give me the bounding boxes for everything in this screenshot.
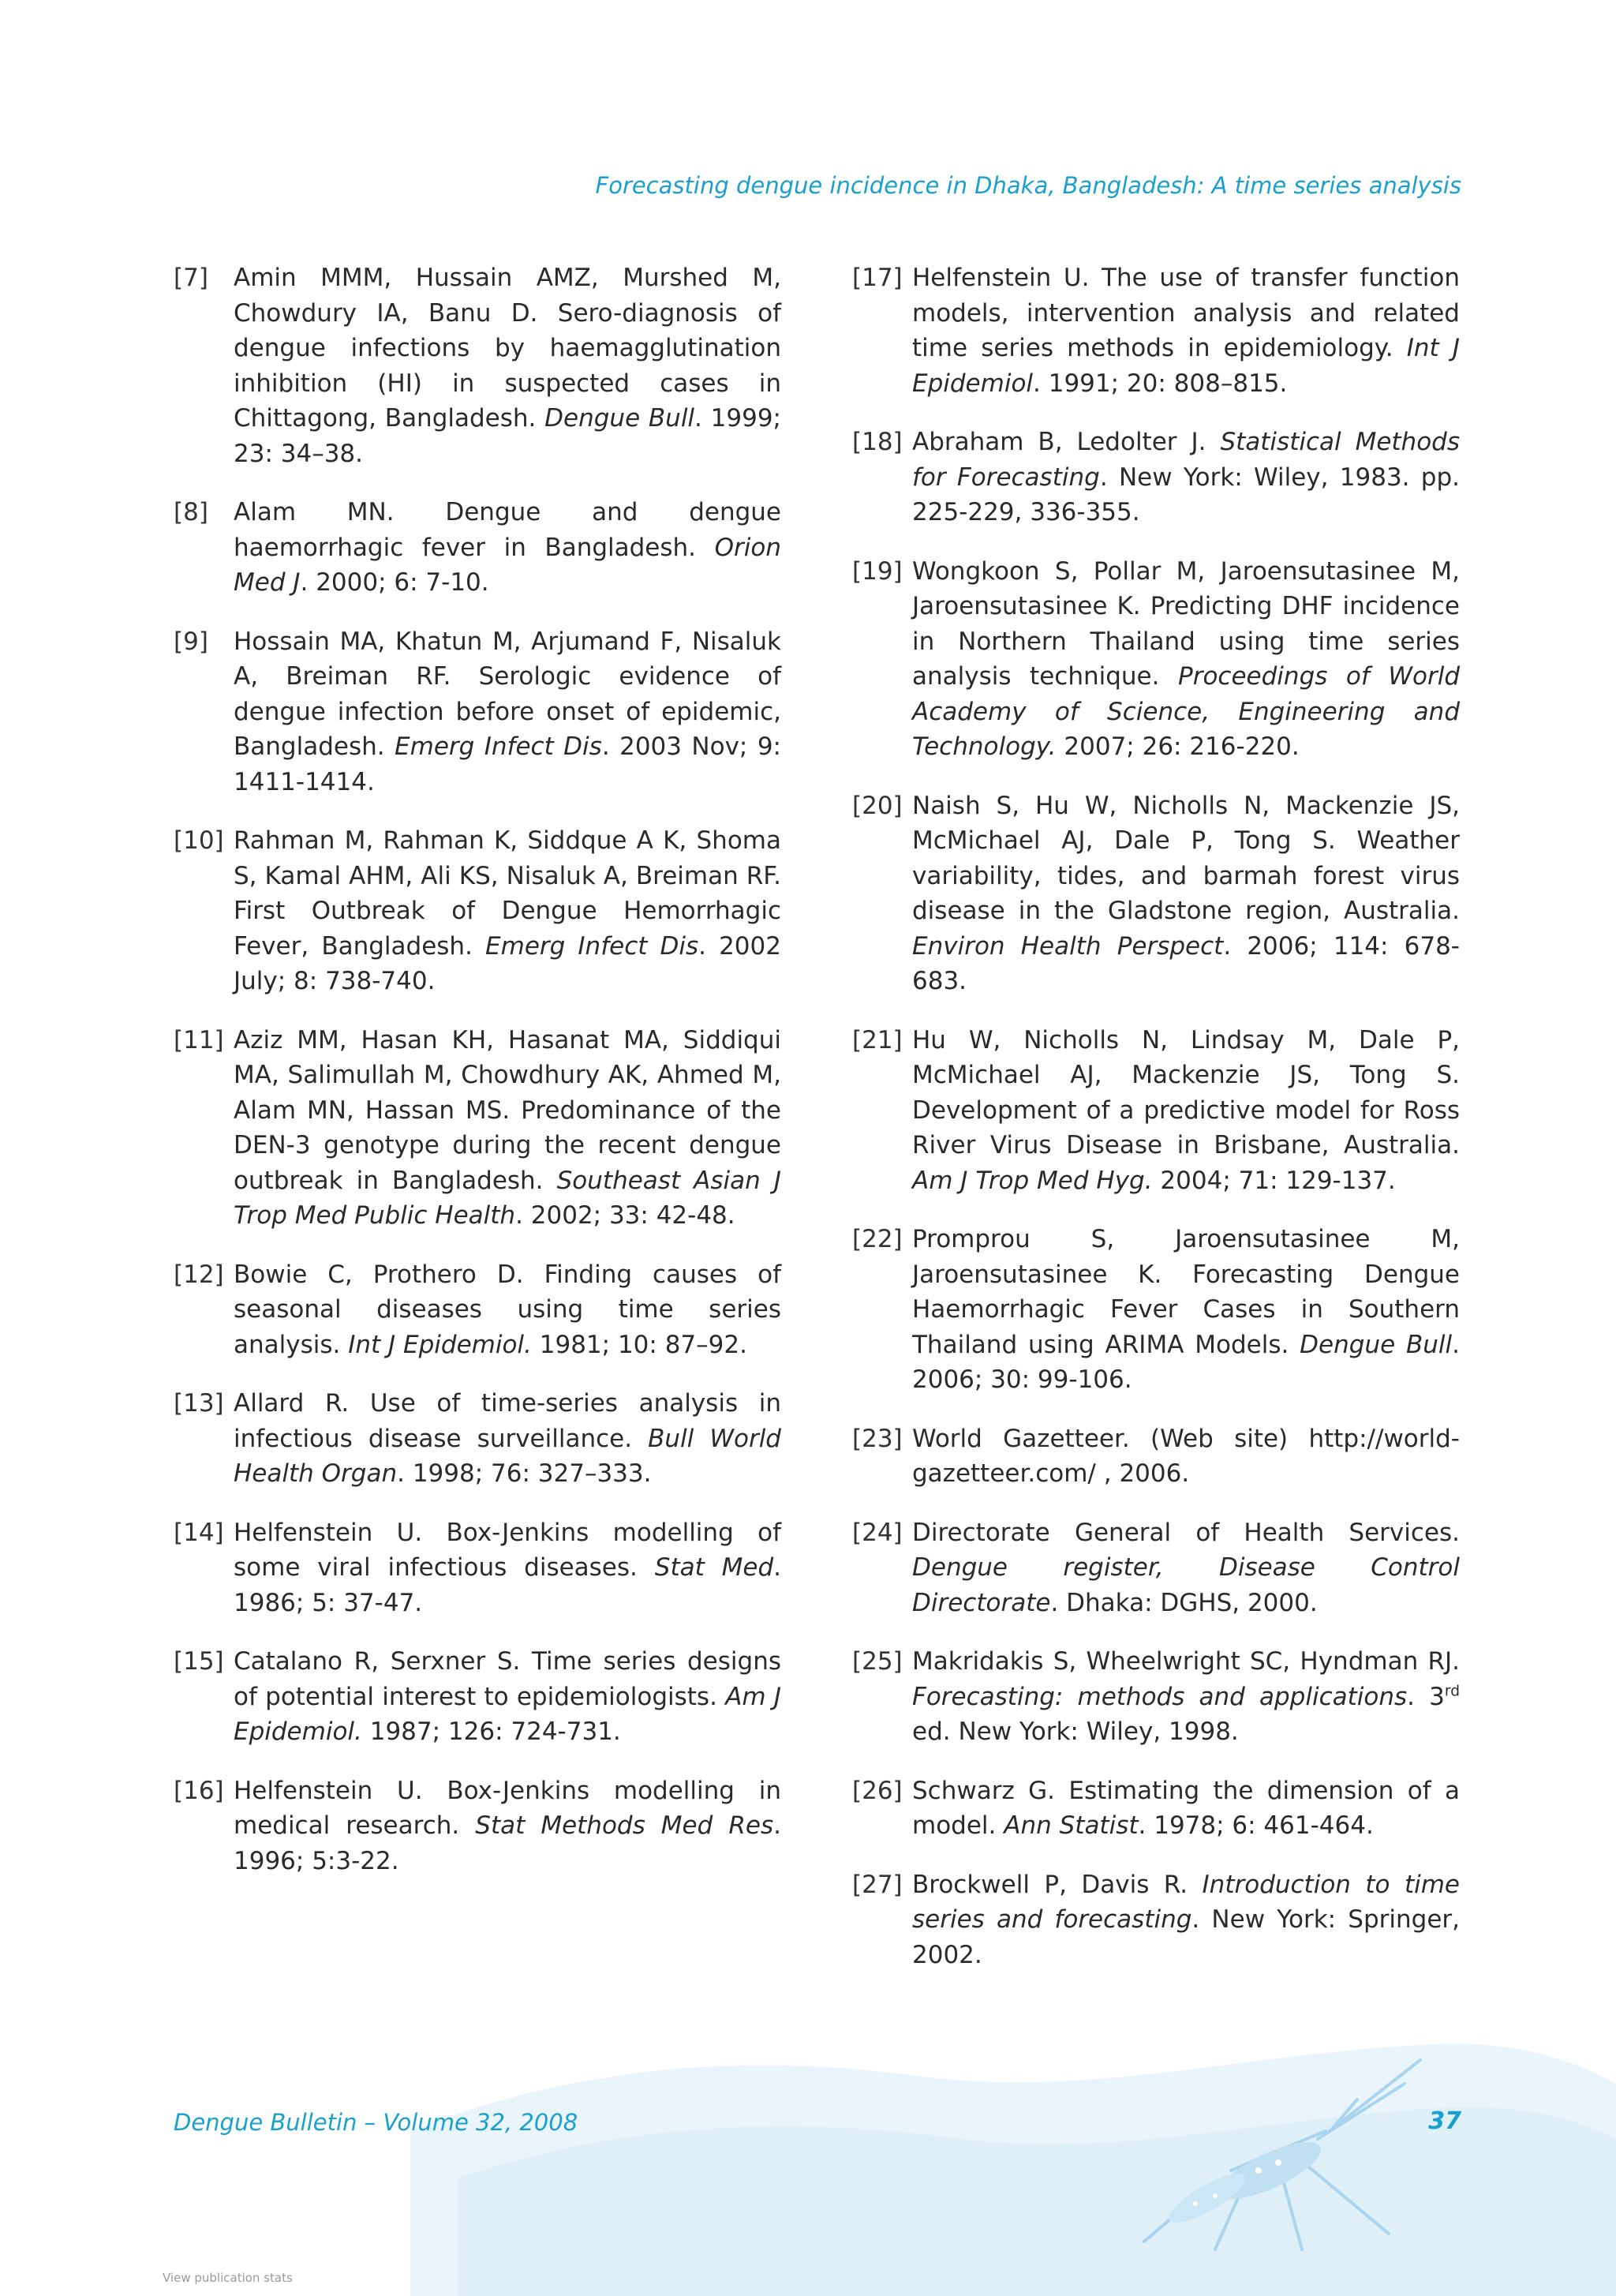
reference-text: Amin MMM, Hussain AMZ, Murshed M, Chowdury IA, Banu D. Sero-diagnosis of dengue infections by haemagglutination inhibition (HI) in suspected cases in Chittagong, Bangladesh.	[234, 264, 781, 433]
reference-text: Brockwell P, Davis R.	[912, 1870, 1203, 1899]
reference-body	[912, 260, 1460, 401]
reference-item	[174, 1257, 781, 1363]
reference-item	[174, 1515, 781, 1621]
reference-text: 2004; 71: 129-137.	[1152, 1166, 1396, 1195]
reference-journal: Emerg Infect Dis	[485, 931, 699, 961]
reference-number: [8]	[174, 498, 208, 526]
journal-footer: Dengue Bulletin – Volume 32, 2008	[174, 2109, 578, 2136]
reference-number: [14]	[174, 1518, 224, 1547]
reference-item	[174, 823, 781, 999]
mosquito-icon	[1120, 2052, 1452, 2265]
reference-number: [13]	[174, 1389, 224, 1418]
reference-number: [27]	[852, 1870, 903, 1899]
reference-text: Directorate General of Health Services.	[912, 1518, 1460, 1547]
reference-text: Catalano R, Serxner S. Time series designs of potential interest to epidemiologists.	[234, 1647, 781, 1711]
reference-text: . 2003 Nov; 9: 1411-1414.	[234, 732, 781, 796]
reference-number: [24]	[852, 1518, 903, 1547]
reference-text: . 1986; 5: 37-47.	[234, 1553, 781, 1617]
reference-number: [23]	[852, 1424, 903, 1453]
reference-text: Allard R. Use of time-series analysis in infectious disease surveillance.	[234, 1389, 781, 1453]
reference-item	[852, 1867, 1460, 1973]
reference-text: . New York: Springer, 2002.	[912, 1905, 1460, 1969]
reference-journal: Southeast Asian J Trop Med Public Health	[234, 1166, 781, 1230]
reference-journal: Am J Epidemiol.	[234, 1682, 781, 1746]
reference-item	[174, 1644, 781, 1750]
references-left-column	[174, 260, 781, 1902]
reference-text: . 1996; 5:3-22.	[234, 1811, 781, 1875]
reference-number: [11]	[174, 1025, 224, 1054]
reference-text: . 2006; 30: 99-106.	[912, 1330, 1461, 1394]
reference-journal: Emerg Infect Dis	[395, 732, 602, 761]
reference-number: [10]	[174, 826, 224, 855]
reference-text: . 1998; 76: 327–333.	[397, 1459, 652, 1488]
reference-body	[234, 1774, 781, 1879]
references-right-column	[852, 260, 1460, 1996]
reference-item	[852, 425, 1460, 530]
reference-item	[174, 1774, 781, 1879]
reference-journal: Int J Epidemiol	[912, 334, 1460, 398]
reference-text: . 1999; 23: 34–38.	[234, 404, 781, 468]
reference-text: World Gazetteer. (Web site) http://world-gazetteer.com/ , 2006.	[912, 1424, 1460, 1488]
reference-item	[174, 260, 781, 471]
reference-text: . 1991; 20: 808–815.	[1033, 369, 1288, 398]
reference-text: Hu W, Nicholls N, Lindsay M, Dale P, McMichael AJ, Mackenzie JS, Tong S. Development of a predictive model for Ross River Virus Disease in Brisbane, Australia.	[912, 1025, 1460, 1159]
reference-journal: Dengue Bull	[544, 404, 695, 433]
reference-journal: Stat Methods Med Res	[475, 1811, 774, 1840]
reference-number: [26]	[852, 1776, 903, 1805]
reference-text: . 2000; 6: 7-10.	[300, 568, 489, 597]
reference-body	[912, 1222, 1460, 1398]
reference-text: . 2002 July; 8: 738-740.	[234, 931, 781, 995]
reference-item	[852, 1774, 1460, 1844]
running-title: Forecasting dengue incidence in Dhaka, Bangladesh: A time series analysis	[595, 172, 1461, 199]
reference-item	[852, 260, 1460, 401]
reference-body	[234, 1386, 781, 1492]
reference-number: [16]	[174, 1776, 224, 1805]
reference-body	[912, 1867, 1460, 1973]
reference-number: [17]	[852, 264, 903, 292]
reference-item	[174, 495, 781, 601]
reference-item	[852, 1222, 1460, 1398]
reference-text: Naish S, Hu W, Nicholls N, Mackenzie JS, McMichael AJ, Dale P, Tong S. Weather variability, tides, and barmah forest virus disease in the Gladstone region, Australia.	[912, 791, 1460, 925]
reference-number: [20]	[852, 791, 903, 820]
reference-body	[234, 260, 781, 471]
reference-journal: Environ Health Perspect	[912, 931, 1224, 961]
reference-text: . 2002; 33: 42-48.	[515, 1201, 735, 1230]
reference-item	[852, 1023, 1460, 1199]
reference-number: [21]	[852, 1025, 903, 1054]
reference-item	[174, 624, 781, 800]
reference-text: 1987; 126: 724-731.	[361, 1717, 621, 1746]
reference-text: Helfenstein U. Box-Jenkins modelling of some viral infectious diseases.	[234, 1518, 781, 1582]
reference-text: Helfenstein U. Box-Jenkins modelling in medical research.	[234, 1776, 781, 1840]
reference-journal: Ann Statist	[1004, 1811, 1139, 1840]
reference-text: Schwarz G. Estimating the dimension of a model.	[912, 1776, 1460, 1840]
reference-body	[912, 1774, 1460, 1844]
reference-item	[852, 554, 1460, 765]
reference-text: Wongkoon S, Pollar M, Jaroensutasinee M, Jaroensutasinee K. Predicting DHF incidence in Northern Thailand using time series analysis technique.	[912, 556, 1460, 691]
reference-body	[234, 1023, 781, 1234]
reference-body	[234, 1644, 781, 1750]
reference-text: Abraham B, Ledolter J.	[912, 428, 1221, 456]
reference-journal: Int J Epidemiol.	[348, 1330, 532, 1359]
reference-body	[912, 1644, 1460, 1750]
reference-text: Hossain MA, Khatun M, Arjumand F, Nisaluk A, Breiman RF. Serologic evidence of dengue infection before onset of epidemic, Bangladesh.	[234, 627, 781, 761]
reference-text: ed. New York: Wiley, 1998.	[912, 1717, 1239, 1746]
reference-text: . 1978; 6: 461-464.	[1138, 1811, 1374, 1840]
reference-body	[912, 1023, 1460, 1199]
reference-text: 2007; 26: 216-220.	[1056, 732, 1300, 761]
reference-text: Promprou S, Jaroensutasinee M, Jaroensutasinee K. Forecasting Dengue Haemorrhagic Fever Cases in Southern Thailand using ARIMA Models.	[912, 1225, 1460, 1359]
reference-text: Bowie C, Prothero D. Finding causes of seasonal diseases using time series analysis.	[234, 1260, 781, 1359]
reference-number: [7]	[174, 264, 208, 292]
reference-text: . Dhaka: DGHS, 2000.	[1050, 1588, 1318, 1617]
reference-item	[852, 1515, 1460, 1621]
reference-text: Alam MN. Dengue and dengue haemorrhagic fever in Bangladesh.	[234, 498, 781, 562]
reference-text: 1981; 10: 87–92.	[531, 1330, 747, 1359]
reference-text: . 2006; 114: 678-683.	[912, 931, 1460, 995]
reference-journal: Proceedings of World Academy of Science, Engineering and Technology.	[912, 662, 1461, 761]
reference-body	[234, 495, 781, 601]
reference-item	[852, 1644, 1460, 1750]
reference-body	[912, 425, 1460, 530]
reference-journal: Am J Trop Med Hyg.	[912, 1166, 1153, 1195]
reference-number: [12]	[174, 1260, 224, 1289]
reference-text: . 3	[1407, 1682, 1445, 1711]
reference-item	[174, 1023, 781, 1234]
reference-text: . New York: Wiley, 1983. pp. 225-229, 336-355.	[912, 463, 1460, 526]
reference-text: Makridakis S, Wheelwright SC, Hyndman RJ.	[912, 1647, 1460, 1676]
reference-number: [25]	[852, 1647, 903, 1676]
reference-journal: Dengue Bull	[1300, 1330, 1453, 1359]
reference-text: Aziz MM, Hasan KH, Hasanat MA, Siddiqui MA, Salimullah M, Chowdhury AK, Ahmed M, Alam MN, Hassan MS. Predominance of the DEN-3 genotype during the recent dengue outbreak in Bangladesh.	[234, 1025, 781, 1195]
reference-journal: Bull World Health Organ	[234, 1424, 781, 1488]
reference-journal: Dengue register, Disease Control Directorate	[912, 1553, 1460, 1617]
reference-text: Helfenstein U. The use of transfer function models, intervention analysis and related time series methods in epidemiology.	[912, 264, 1460, 362]
reference-item	[174, 1386, 781, 1492]
reference-journal: Statistical Methods for Forecasting	[912, 428, 1460, 492]
reference-number: [18]	[852, 428, 903, 456]
reference-body	[234, 1515, 781, 1621]
reference-journal: Orion Med J	[234, 533, 781, 597]
reference-journal: Stat Med	[654, 1553, 774, 1582]
reference-journal: Introduction to time series and forecasting	[912, 1870, 1460, 1934]
reference-body	[912, 1515, 1460, 1621]
reference-body	[912, 788, 1460, 999]
reference-number: [15]	[174, 1647, 224, 1676]
reference-item	[852, 788, 1460, 999]
reference-body	[234, 624, 781, 800]
reference-body	[234, 823, 781, 999]
reference-body	[912, 1421, 1460, 1492]
reference-text: Rahman M, Rahman K, Siddque A K, Shoma S, Kamal AHM, Ali KS, Nisaluk A, Breiman RF. First Outbreak of Dengue Hemorrhagic Fever, Bangladesh.	[234, 826, 781, 961]
reference-number: [19]	[852, 556, 903, 586]
reference-journal: Forecasting: methods and applications	[912, 1682, 1408, 1711]
reference-body	[912, 554, 1460, 765]
reference-superscript: rd	[1444, 1683, 1460, 1700]
reference-item	[852, 1421, 1460, 1492]
view-publication-stats-link[interactable]: View publication stats	[163, 2271, 293, 2285]
reference-number: [9]	[174, 627, 208, 656]
reference-body	[234, 1257, 781, 1363]
reference-number: [22]	[852, 1225, 903, 1253]
page-number: 37	[1428, 2107, 1461, 2135]
